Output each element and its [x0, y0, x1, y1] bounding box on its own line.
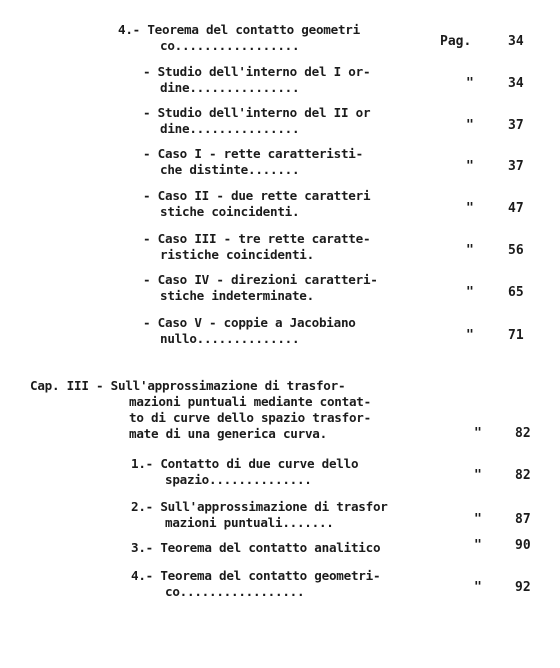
toc-section-title: 1.- Contatto di due curve dello [131, 456, 359, 471]
page-number: 71 [508, 328, 524, 343]
toc-subitem-title: - Studio dell'interno del II or [143, 105, 371, 120]
ditto-mark: " [474, 426, 482, 441]
chapter-heading-cont: mazioni puntuali mediante contat- [129, 394, 371, 409]
ditto-mark: " [474, 538, 482, 553]
toc-entry-title: 4.- Teorema del contatto geometri [118, 22, 360, 37]
toc-section-title-cont: mazioni puntuali....... [165, 515, 334, 530]
page-number: 37 [508, 118, 524, 133]
toc-subitem-title-cont: nullo.............. [160, 331, 300, 346]
ditto-mark: " [466, 159, 474, 174]
toc-subitem-title-cont: stiche coincidenti. [160, 204, 300, 219]
page-number: 65 [508, 285, 524, 300]
page-number: 34 [508, 34, 524, 49]
toc-entry-title-cont: co................. [160, 38, 300, 53]
toc-subitem-title-cont: dine............... [160, 80, 300, 95]
chapter-heading: Cap. III - Sull'approssimazione di trasfor- [30, 378, 346, 393]
page-number: 82 [515, 426, 531, 441]
toc-subitem-title: - Studio dell'interno del I or- [143, 64, 371, 79]
page-number: 82 [515, 468, 531, 483]
ditto-mark: " [466, 201, 474, 216]
ditto-mark: " [466, 328, 474, 343]
ditto-mark: " [474, 580, 482, 595]
toc-subitem-title-cont: dine............... [160, 121, 300, 136]
ditto-mark: " [466, 243, 474, 258]
ditto-mark: " [466, 76, 474, 91]
toc-section-title: 2.- Sull'approssimazione di trasfor [131, 499, 388, 514]
page-number: 56 [508, 243, 524, 258]
toc-subitem-title-cont: che distinte....... [160, 162, 300, 177]
toc-subitem-title: - Caso II - due rette caratteri [143, 188, 371, 203]
toc-subitem-title: - Caso III - tre rette caratte- [143, 231, 371, 246]
page-number: 90 [515, 538, 531, 553]
toc-subitem-title-cont: ristiche coincidenti. [160, 247, 314, 262]
ditto-mark: " [466, 285, 474, 300]
page-number: 47 [508, 201, 524, 216]
toc-section-title: 4.- Teorema del contatto geometri- [131, 568, 381, 583]
ditto-mark: " [466, 118, 474, 133]
toc-section-title: 3.- Teorema del contatto analitico [131, 540, 381, 555]
page-number: 92 [515, 580, 531, 595]
ditto-mark: " [474, 512, 482, 527]
toc-subitem-title: - Caso V - coppie a Jacobiano [143, 315, 356, 330]
toc-section-title-cont: spazio.............. [165, 472, 312, 487]
toc-subitem-title: - Caso IV - direzioni caratteri- [143, 272, 378, 287]
toc-section-title-cont: co................. [165, 584, 305, 599]
chapter-heading-cont: to di curve dello spazio trasfor- [129, 410, 371, 425]
toc-subitem-title: - Caso I - rette caratteristi- [143, 146, 363, 161]
chapter-heading-cont: mate di una generica curva. [129, 426, 327, 441]
page-number: 34 [508, 76, 524, 91]
page-number: 87 [515, 512, 531, 527]
toc-subitem-title-cont: stiche indeterminate. [160, 288, 314, 303]
page-label: Pag. [440, 34, 472, 49]
ditto-mark: " [474, 468, 482, 483]
page-number: 37 [508, 159, 524, 174]
